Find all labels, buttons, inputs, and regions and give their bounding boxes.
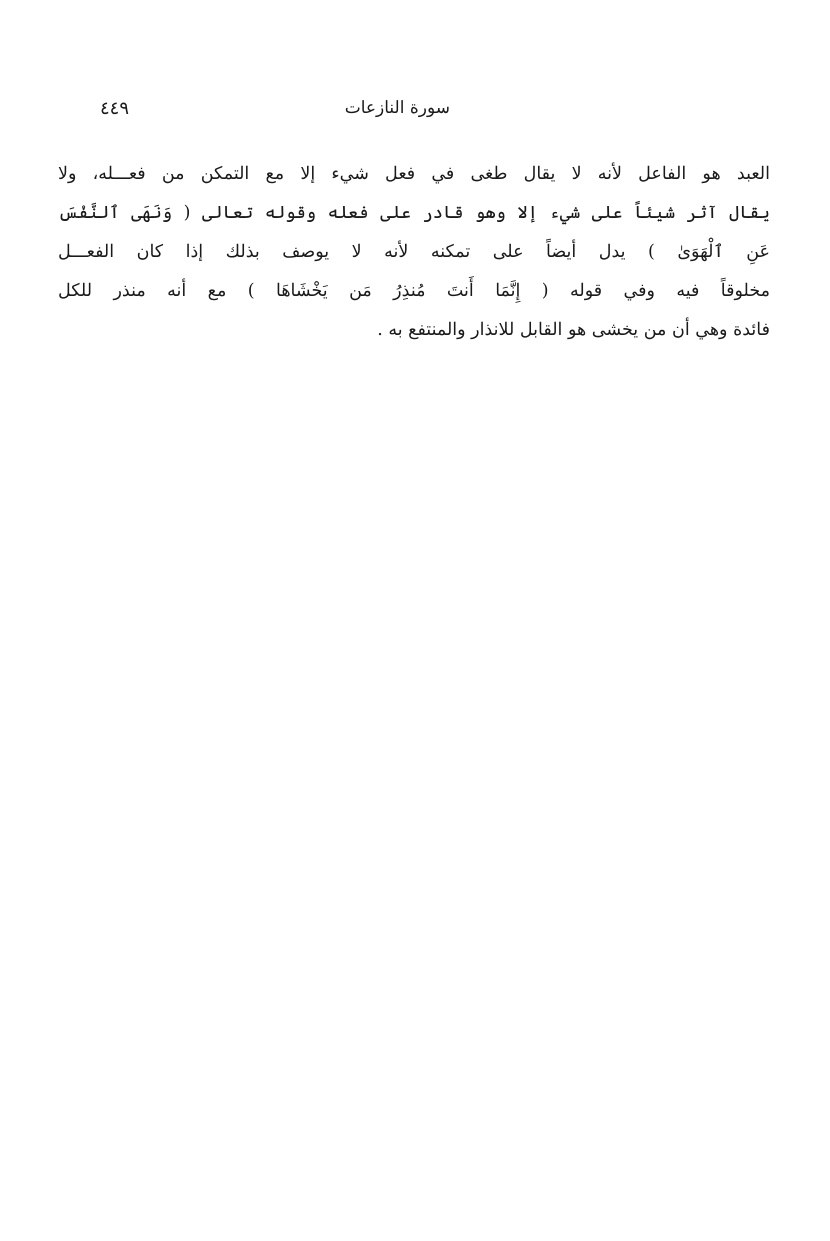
text-line: يقال آثر شيئاً على شيء إلا وهو قادر على فعله وقوله تعالى ( وَنَهَى ٱلنَّفْسَ [58, 203, 770, 223]
text-line: العبد هو الفاعل لأنه لا يقال طغى في فعل شيء إلا مع التمكن من فعـــله، ولا [58, 164, 770, 184]
page-number: ٤٤٩ [100, 98, 130, 119]
body-paragraph [58, 155, 770, 350]
page-header [100, 98, 660, 128]
text-line: فائدة وهي أن من يخشى هو القابل للانذار والمنتفع به . [377, 320, 770, 340]
text-line: مخلوقاً فيه وفي قوله ( إِنَّمَا أَنتَ مُنذِرُ مَن يَخْشَاهَا ) مع أنه منذر للكل [58, 281, 770, 301]
text-line: عَنِ ٱلْهَوَىٰ ) يدل أيضاً على تمكنه لأنه لا يوصف بذلك إذا كان الفعـــل [58, 242, 770, 262]
running-title: سورة النازعات [344, 98, 450, 118]
